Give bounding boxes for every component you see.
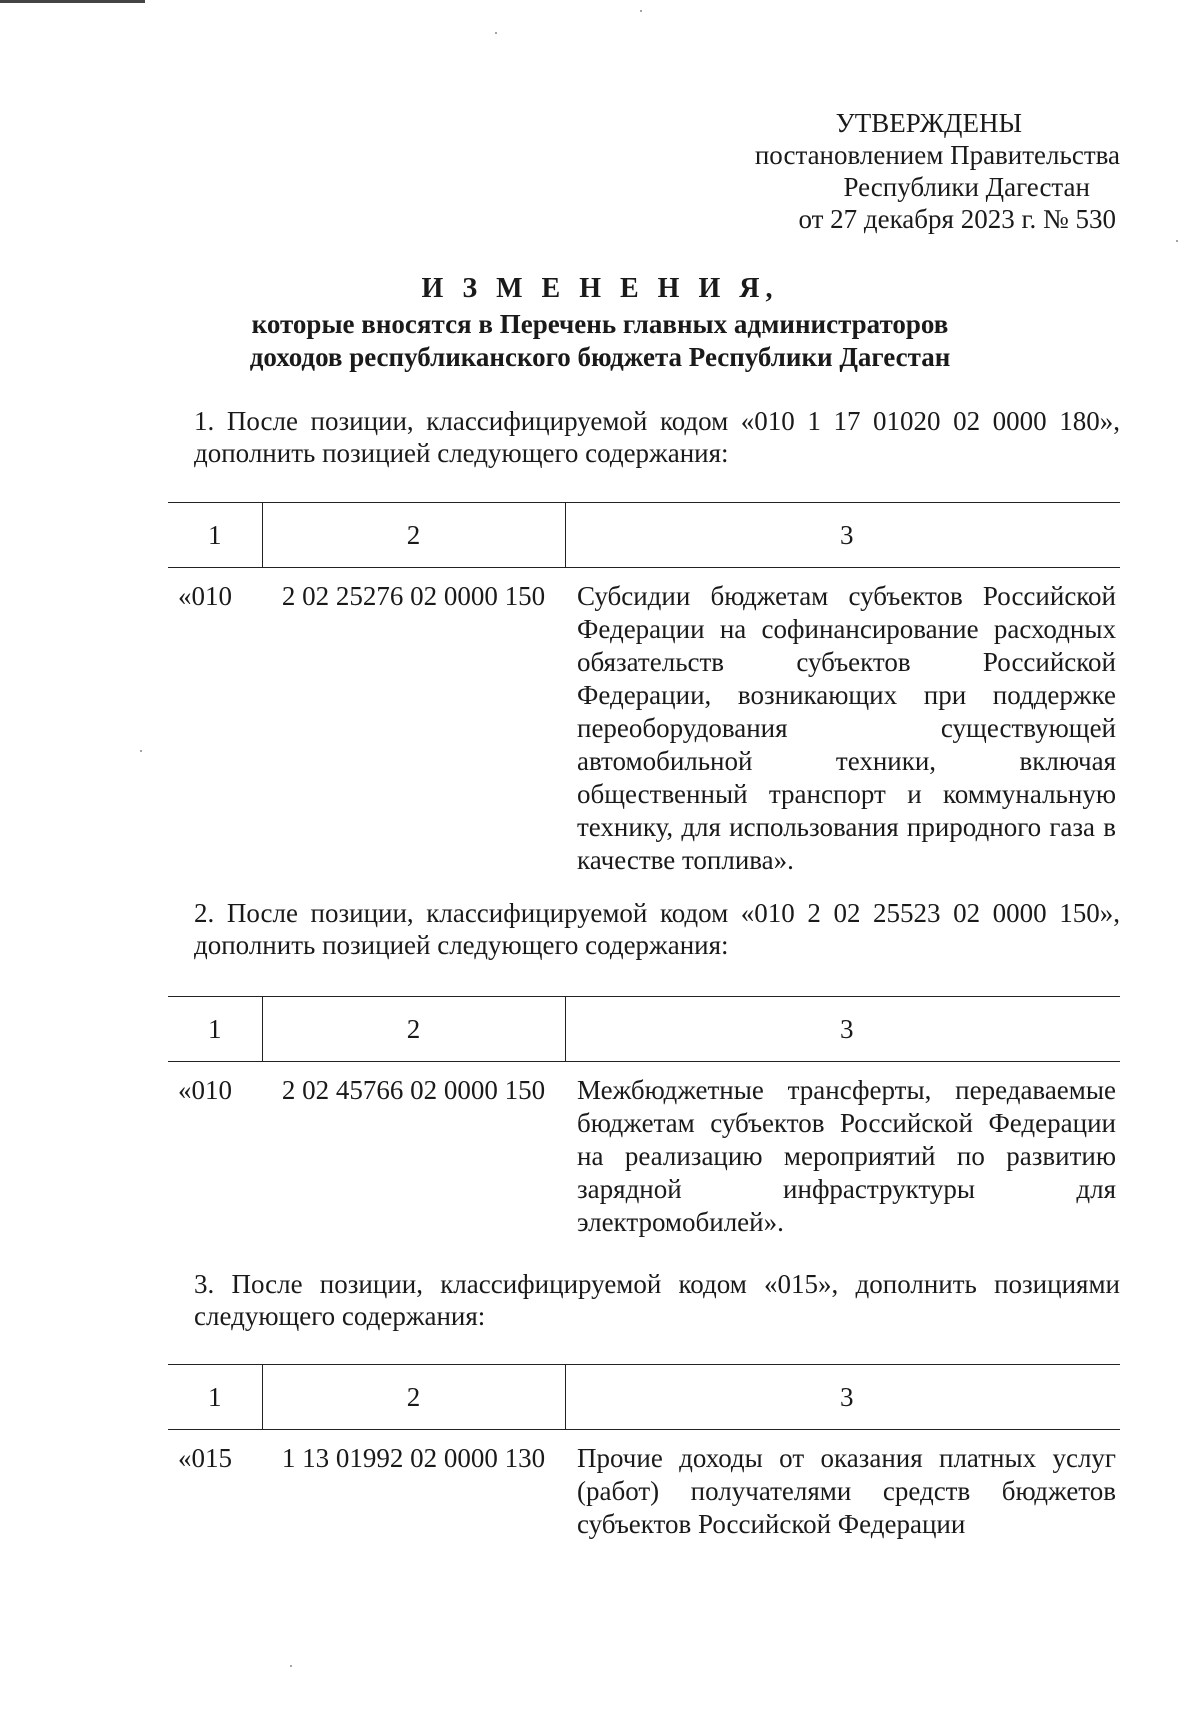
table-header-cell: 2 <box>262 503 565 568</box>
table-header-cell: 1 <box>168 503 262 568</box>
codes-table <box>168 1364 1120 1541</box>
table-header-cell: 1 <box>168 1365 262 1430</box>
paragraph-text: 2. После позиции, классифицируемой кодом «010 2 02 25523 02 0000 150», дополнить позицией следующего содержания: <box>194 898 1120 960</box>
income-code-cell: 2 02 45766 02 0000 150 <box>281 1075 546 1105</box>
codes-table <box>168 996 1120 1239</box>
description-cell: Субсидии бюджетам субъектов Российской Федерации на софинансирование расходных обязательств субъектов Российской Федерации, возникающих при поддержке переоборудования существующей автомобильной техники, включая общественный транспорт и коммунальную технику, для использования природного газа в качестве топлива». <box>577 581 1116 875</box>
section-paragraph <box>168 897 1120 961</box>
approval-title: УТВЕРЖДЕНЫ <box>835 108 1022 138</box>
description-cell: Межбюджетные трансферты, передаваемые бюджетам субъектов Российской Федерации на реализацию мероприятий по развитию зарядной инфраструктуры для электромобилей». <box>577 1075 1116 1237</box>
scan-speck <box>290 1665 292 1667</box>
section-paragraph <box>168 1268 1120 1332</box>
scan-edge-mark <box>0 0 145 3</box>
admin-code-cell: «015 <box>178 1443 232 1473</box>
table-header-cell: 2 <box>262 1365 565 1430</box>
paragraph-text: 3. После позиции, классифицируемой кодом «015», дополнить позициями следующего содержания: <box>194 1269 1120 1331</box>
approval-line: постановлением Правительства <box>754 140 1120 170</box>
table-header-cell: 3 <box>565 1365 1120 1430</box>
document-title: И З М Е Н Е Н И Я, <box>421 273 779 304</box>
admin-code-cell: «010 <box>178 581 232 611</box>
income-code-cell: 2 02 25276 02 0000 150 <box>281 581 546 611</box>
approval-date: от 27 декабря 2023 г. № 530 <box>798 204 1116 234</box>
document-subtitle: доходов республиканского бюджета Республики Дагестан <box>249 342 951 372</box>
table-header-cell: 3 <box>565 997 1120 1062</box>
approval-block <box>700 107 1120 235</box>
scan-speck <box>640 10 642 12</box>
table-header-row <box>168 997 1120 1062</box>
table-row <box>168 568 1120 878</box>
table-row <box>168 1430 1120 1542</box>
income-code-cell: 1 13 01992 02 0000 130 <box>281 1443 546 1473</box>
codes-table <box>168 502 1120 877</box>
section-paragraph <box>168 405 1120 469</box>
document-subtitle: которые вносятся в Перечень главных администраторов <box>251 309 949 339</box>
table-header-cell: 1 <box>168 997 262 1062</box>
table-header-cell: 3 <box>565 503 1120 568</box>
table-header-row <box>168 503 1120 568</box>
scan-speck <box>495 32 497 34</box>
admin-code-cell: «010 <box>178 1075 232 1105</box>
table-header-row <box>168 1365 1120 1430</box>
paragraph-text: 1. После позиции, классифицируемой кодом «010 1 17 01020 02 0000 180», дополнить позицией следующего содержания: <box>194 406 1120 468</box>
scan-speck <box>140 750 142 752</box>
table-row <box>168 1062 1120 1240</box>
table-header-cell: 2 <box>262 997 565 1062</box>
scan-speck <box>1176 240 1178 242</box>
description-cell: Прочие доходы от оказания платных услуг (работ) получателями средств бюджетов субъектов Российской Федерации <box>577 1443 1116 1539</box>
approval-line: Республики Дагестан <box>843 172 1090 202</box>
